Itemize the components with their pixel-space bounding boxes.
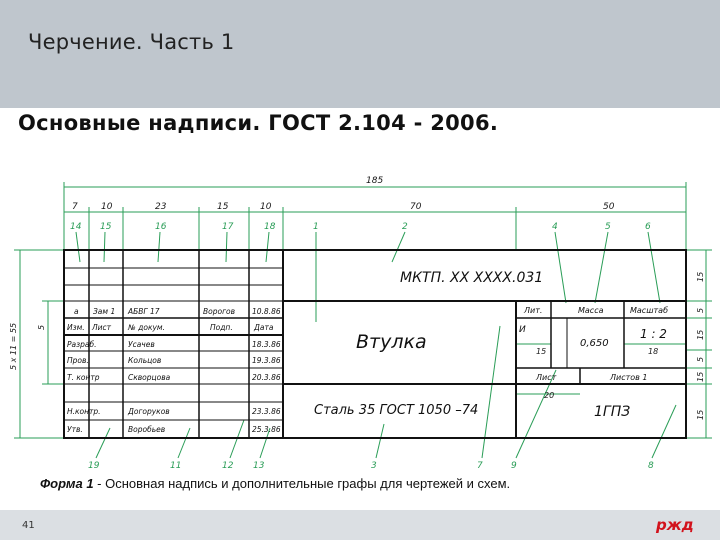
dim-col-10a: 10 (101, 202, 113, 212)
row-name-1: Усачев (128, 340, 155, 349)
row-role-6: Утв. (67, 425, 83, 434)
change-c4: Ворогов (203, 307, 236, 316)
row-date-6: 25.3.86 (252, 425, 281, 434)
header-c4: Подп. (210, 323, 233, 332)
row-date-1: 18.3.86 (252, 340, 281, 349)
change-c3: АБВГ 17 (128, 307, 160, 316)
callout-bottom-11: 11 (170, 461, 182, 471)
dim-right-2: 5 (696, 307, 705, 313)
dim-overall: 185 (366, 176, 384, 186)
dim-col-10b: 10 (260, 202, 272, 212)
page-number: 41 (22, 520, 35, 531)
row-date-3: 20.3.86 (252, 373, 281, 382)
dim-col-15: 15 (217, 202, 229, 212)
scale-dim: 18 (648, 347, 659, 356)
row-name-6: Воробьев (128, 425, 166, 434)
callout-top-4: 4 (552, 222, 558, 232)
callout-top-17: 17 (222, 222, 234, 232)
organization-text: 1ГПЗ (594, 404, 631, 420)
dim-right-5: 15 (696, 371, 705, 382)
callout-top-18: 18 (264, 222, 276, 232)
designation-text: МКТП. ХХ ХХХХ.031 (400, 270, 544, 286)
dim-right-6: 15 (696, 409, 705, 420)
dim-mid-70: 70 (410, 202, 422, 212)
row-role-1: Разраб. (67, 340, 97, 349)
callout-top-2: 2 (402, 222, 408, 232)
header-c3: № докум. (128, 323, 165, 332)
mass-value: 0,650 (580, 338, 609, 349)
change-c2: Зам 1 (93, 307, 116, 316)
callout-bottom-8: 8 (648, 461, 654, 471)
material-text: Сталь 35 ГОСТ 1050 –74 (314, 403, 479, 418)
header-c5: Дата (254, 323, 274, 332)
row-date-5: 23.3.86 (252, 407, 281, 416)
dim-left-stack: 5 x 11 = 55 (9, 322, 18, 370)
rzd-logo: ржд (656, 516, 694, 534)
callout-top-15: 15 (100, 222, 112, 232)
callout-top-6: 6 (645, 222, 651, 232)
dim-right-1: 15 (696, 271, 705, 282)
header-title: Черчение. Часть 1 (28, 30, 235, 54)
callout-top-1: 1 (313, 222, 319, 232)
callout-bottom-9: 9 (511, 461, 517, 471)
dim-right-4: 5 (696, 356, 705, 362)
change-c5: 10.8.86 (252, 307, 281, 316)
row-role-2: Пров. (67, 356, 89, 365)
footer-band (0, 510, 720, 540)
caption-lead: Форма 1 (40, 476, 94, 491)
figure-caption (40, 476, 510, 491)
header-c1: Изм. (67, 323, 85, 332)
sheets-label: Листов 1 (610, 373, 648, 382)
scale-label: Масштаб (630, 306, 669, 315)
sheet-dim: 20 (544, 391, 555, 400)
row-date-2: 19.3.86 (252, 356, 281, 365)
callout-bottom-19: 19 (88, 461, 100, 471)
callout-top-14: 14 (70, 222, 82, 232)
scale-value: 1 : 2 (640, 327, 667, 341)
slide-heading: Основные надписи. ГОСТ 2.104 - 2006. (18, 111, 499, 135)
callout-bottom-12: 12 (222, 461, 234, 471)
header-c2: Лист (92, 323, 112, 332)
dim-right-50: 50 (603, 202, 615, 212)
lit-mark: И (519, 325, 526, 335)
row-name-5: Догоруков (128, 407, 170, 416)
lit-dim: 15 (536, 347, 547, 356)
change-c1: а (74, 307, 79, 316)
dim-left-row5: 5 (37, 324, 46, 330)
mass-label: Масса (578, 306, 604, 315)
caption-rest: - Основная надпись и дополнительные графы для чертежей и схем. (93, 476, 511, 491)
row-name-2: Кольцов (128, 356, 162, 365)
callout-bottom-13: 13 (253, 461, 265, 471)
part-name-text: Втулка (356, 331, 427, 353)
row-role-5: Н.контр. (67, 407, 101, 416)
callout-bottom-3: 3 (371, 461, 377, 471)
callout-bottom-7: 7 (477, 461, 483, 471)
dim-col-7: 7 (72, 202, 78, 212)
row-name-3: Скворцова (128, 373, 171, 382)
dim-right-3: 15 (696, 329, 705, 340)
callout-top-5: 5 (605, 222, 611, 232)
dim-col-23: 23 (155, 202, 167, 212)
lit-label: Лит. (524, 306, 543, 315)
row-role-3: Т. контр (67, 373, 100, 382)
sheet-label: Лист (536, 373, 557, 382)
callout-top-16: 16 (155, 222, 167, 232)
